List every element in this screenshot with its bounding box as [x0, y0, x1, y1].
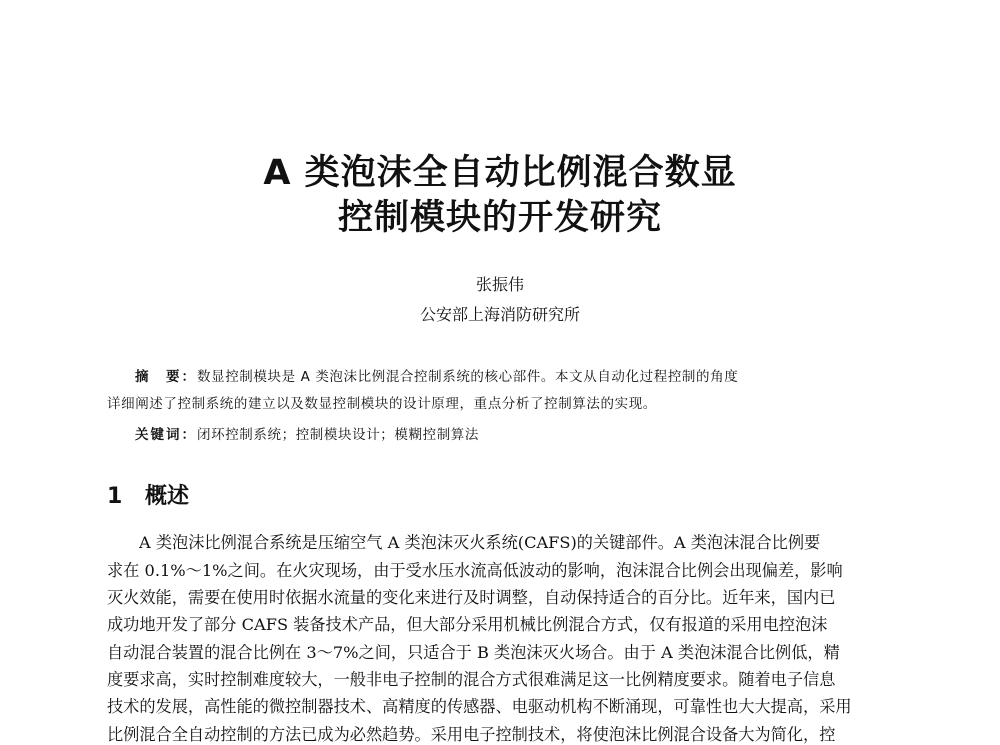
- body-line: 灭火效能，需要在使用时依据水流量的变化来进行及时调整，自动保持适合的百分比。近年来，国内已: [107, 588, 836, 607]
- abstract-label: 摘 要：: [135, 369, 197, 385]
- abstract-text-1: 数显控制模块是 A 类泡沫比例混合控制系统的核心部件。本文从自动化过程控制的角度: [197, 369, 739, 385]
- section-1-heading: [107, 484, 189, 510]
- body-line: 自动混合装置的混合比例在 3～7%之间，只适合于 B 类泡沫灭火场合。由于 A 类泡沫混合比例低，精: [107, 643, 840, 662]
- body-line: 成功地开发了部分 CAFS 装备技术产品，但大部分采用机械比例混合方式，仅有报道的采用电控泡沫: [107, 615, 828, 634]
- paper-title-line-2: 控制模块的开发研究: [337, 198, 662, 238]
- paper-title-line-1: A 类泡沫全自动比例混合数显: [263, 153, 737, 193]
- body-line: 比例混合全自动控制的方法已成为必然趋势。采用电子控制技术，将使泡沫比例混合设备大为简化，控: [107, 725, 836, 744]
- author-affiliation: 公安部上海消防研究所: [419, 305, 580, 324]
- keywords-line: [135, 426, 913, 444]
- body-line: 度要求高，实时控制难度较大，一般非电子控制的混合方式很难满足这一比例精度要求。随着电子信息: [107, 670, 836, 689]
- section-1-title: 概述: [145, 484, 190, 509]
- section-1-number: 1: [107, 484, 123, 509]
- body-line: A 类泡沫比例混合系统是压缩空气 A 类泡沫灭火系统(CAFS)的关键部件。A 类泡沫混合比例要: [139, 533, 821, 552]
- body-line: 技术的发展，高性能的微控制器技术、高精度的传感器、电驱动机构不断涌现，可靠性也大大提高，采用: [107, 697, 852, 716]
- abstract-text-2: 详细阐述了控制系统的建立以及数显控制模块的设计原理，重点分析了控制算法的实现。: [107, 396, 657, 412]
- body-line: 求在 0.1%～1%之间。在火灾现场，由于受水压水流高低波动的影响，泡沫混合比例会出现偏差，影响: [107, 561, 843, 580]
- keywords-text: 闭环控制系统；控制模块设计；模糊控制算法: [197, 427, 479, 443]
- abstract-line-2: [107, 395, 885, 413]
- author-name: 张振伟: [475, 275, 524, 294]
- abstract-line-1: [135, 368, 913, 386]
- keywords-label: 关键词：: [135, 427, 197, 443]
